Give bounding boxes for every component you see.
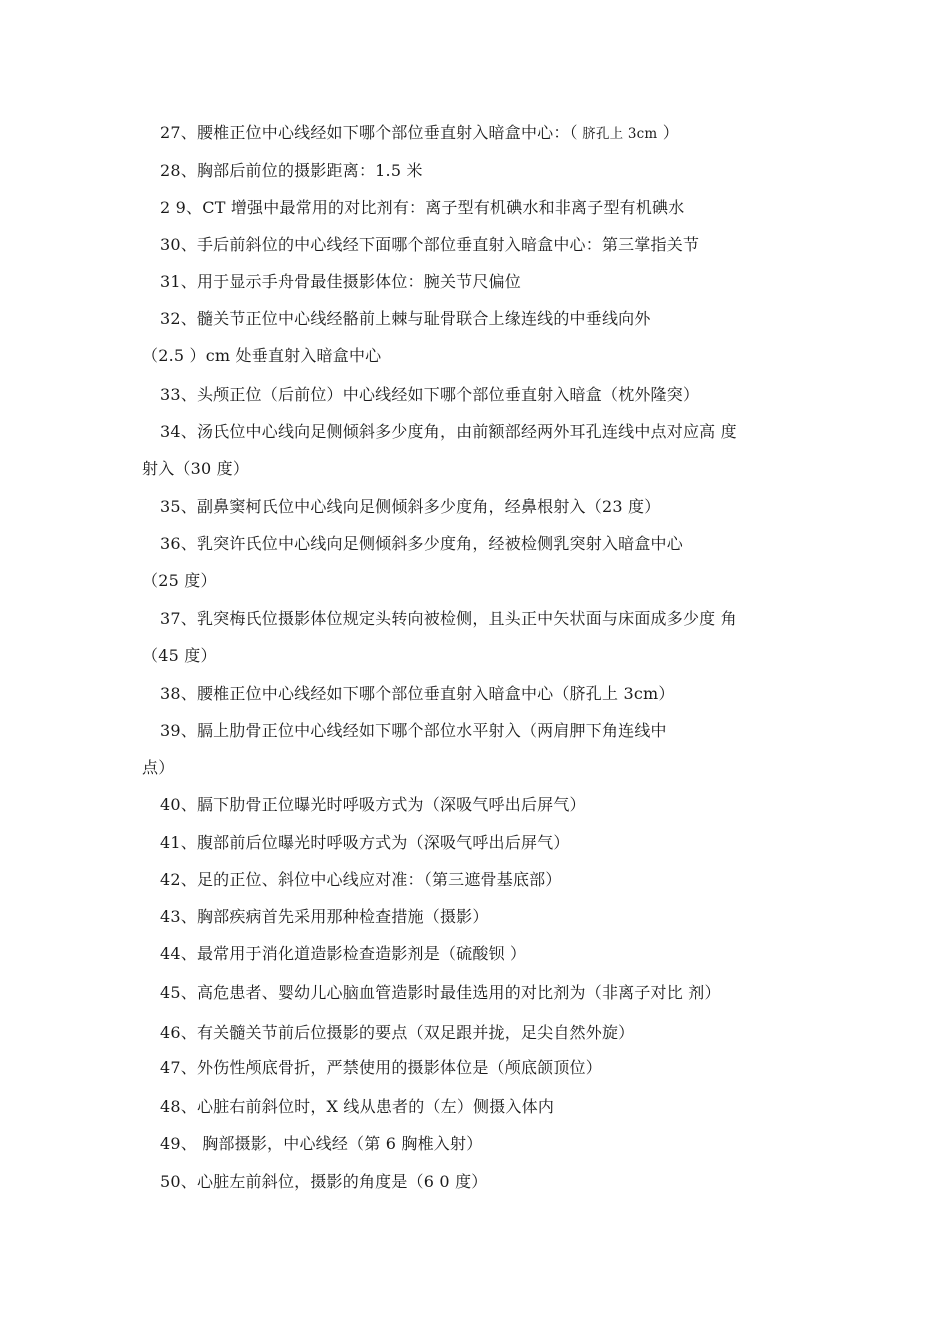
item-35: 35、副鼻窦柯氏位中心线向足侧倾斜多少度角，经鼻根射入（23 度）	[160, 497, 661, 516]
item-50: 50、心脏左前斜位，摄影的角度是（6 0 度）	[160, 1172, 488, 1191]
item-49: 49、 胸部摄影，中心线经（第 6 胸椎入射）	[160, 1134, 483, 1153]
item-39-continued: 点）	[142, 758, 175, 777]
item-45: 45、高危患者、婴幼儿心脑血管造影时最佳选用的对比剂为（非离子对比 剂）	[160, 983, 721, 1002]
item-40: 40、膈下肋骨正位曝光时呼吸方式为（深吸气呼出后屏气）	[160, 795, 586, 814]
item-30: 30、手后前斜位的中心线经下面哪个部位垂直射入暗盒中心：第三掌指关节	[160, 235, 700, 254]
item-33: 33、头颅正位（后前位）中心线经如下哪个部位垂直射入暗盒（枕外隆突）	[160, 385, 700, 404]
item-38: 38、腰椎正位中心线经如下哪个部位垂直射入暗盒中心（脐孔上 3cm）	[160, 684, 675, 703]
item-34-continued: 射入（30 度）	[142, 459, 250, 478]
item-37-continued: （45 度）	[142, 646, 217, 665]
item-27	[160, 123, 850, 144]
item-44: 44、最常用于消化道造影检查造影剂是（硫酸钡 ）	[160, 944, 527, 963]
item-47: 47、外伤性颅底骨折，严禁使用的摄影体位是（颅底颌顶位）	[160, 1058, 602, 1077]
item-37: 37、乳突梅氏位摄影体位规定头转向被检侧，且头正中矢状面与床面成多少度 角	[160, 609, 737, 628]
item-31: 31、用于显示手舟骨最佳摄影体位：腕关节尺偏位	[160, 272, 521, 291]
item-36: 36、乳突许氏位中心线向足侧倾斜多少度角，经被检侧乳突射入暗盒中心	[160, 534, 683, 553]
item-34: 34、汤氏位中心线向足侧倾斜多少度角，由前额部经两外耳孔连线中点对应高 度	[160, 422, 737, 441]
item-27-close: ）	[657, 123, 679, 142]
item-41: 41、腹部前后位曝光时呼吸方式为（深吸气呼出后屏气）	[160, 833, 570, 852]
item-27-answer: 脐孔上 3cm	[577, 126, 658, 142]
item-43: 43、胸部疾病首先采用那种检查措施（摄影）	[160, 907, 489, 926]
item-36-continued: （25 度）	[142, 571, 217, 590]
item-28: 28、胸部后前位的摄影距离：1.5 米	[160, 161, 423, 180]
item-48: 48、心脏右前斜位时，X 线从患者的（左）侧摄入体内	[160, 1097, 555, 1116]
item-39: 39、膈上肋骨正位中心线经如下哪个部位水平射入（两肩胛下角连线中	[160, 721, 667, 740]
item-32: 32、髓关节正位中心线经骼前上棘与耻骨联合上缘连线的中垂线向外	[160, 309, 651, 328]
item-29: 2 9、CT 增强中最常用的对比剂有：离子型有机碘水和非离子型有机碘水	[160, 198, 685, 217]
item-27-text: 27、腰椎正位中心线经如下哪个部位垂直射入暗盒中心：（	[160, 123, 578, 142]
item-42: 42、足的正位、斜位中心线应对准：（第三遮骨基底部）	[160, 870, 562, 889]
item-46: 46、有关髓关节前后位摄影的要点（双足跟并拢，足尖自然外旋）	[160, 1023, 635, 1042]
item-32-continued: （2.5 ）cm 处垂直射入暗盒中心	[142, 346, 382, 365]
